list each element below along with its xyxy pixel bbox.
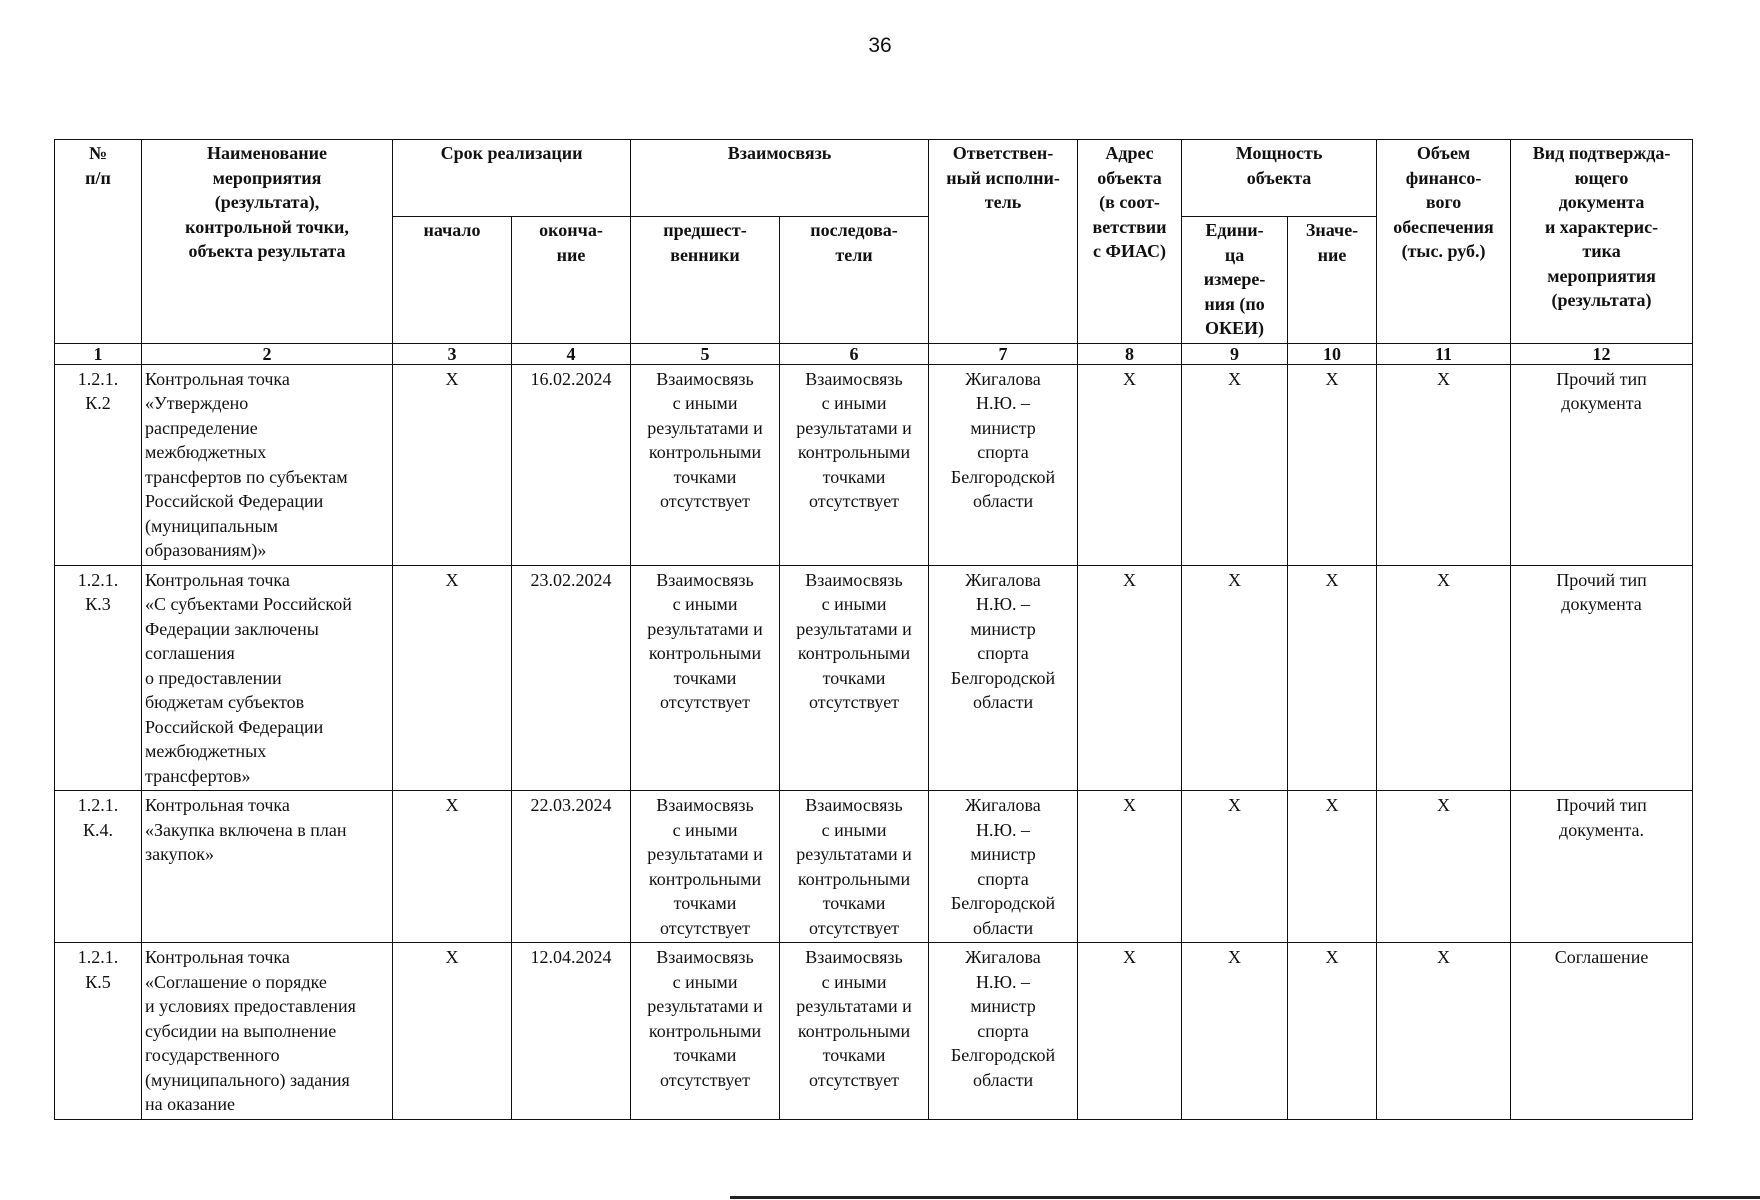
cell-line: документа	[1561, 393, 1642, 413]
cell-line: Взаимосвязь	[656, 569, 754, 590]
cell-line: Жигалова	[965, 569, 1041, 590]
row-end: 16.02.2024	[512, 364, 631, 565]
row-unit: X	[1182, 943, 1288, 1120]
cell-line: (результата),	[214, 192, 320, 212]
column-number: 4	[512, 343, 631, 364]
cell-line: Соглашение	[1554, 947, 1649, 967]
cell-line: Белгородской	[950, 667, 1056, 688]
cell-line: контрольными	[797, 643, 911, 663]
cell-line: документа	[1558, 192, 1645, 212]
cell-line: Едини-	[1205, 220, 1264, 240]
cell-line: «С субъектами Российской	[145, 594, 352, 614]
row-value: X	[1288, 364, 1377, 565]
cell-line: Прочий тип	[1556, 795, 1647, 815]
header-address	[1078, 140, 1182, 344]
cell-line: результатами и	[647, 417, 763, 438]
header-power	[1182, 140, 1377, 217]
cell-line: области	[972, 692, 1034, 712]
row-start: X	[393, 565, 512, 791]
cell-line: №	[88, 143, 108, 163]
cell-line: контрольными	[797, 442, 911, 462]
cell-line: обеспечения	[1393, 216, 1494, 237]
cell-line: контрольными	[648, 868, 762, 889]
cell-line: (тыс. руб.)	[1401, 241, 1486, 261]
row-finance: X	[1377, 364, 1511, 565]
header-link-prev	[631, 217, 780, 344]
row-number	[55, 791, 142, 943]
cell-line: области	[972, 917, 1034, 938]
cell-line: министр	[970, 844, 1036, 864]
row-value: X	[1288, 943, 1377, 1120]
cell-line: отсутствует	[659, 692, 751, 712]
cell-line: образованиям)»	[145, 540, 267, 560]
cell-line: результатами и	[647, 844, 763, 864]
cell-line: отсутствует	[659, 491, 751, 511]
cell-line: К.3	[85, 594, 111, 614]
row-predecessors	[631, 565, 780, 791]
cell-line: «Соглашение о порядке	[145, 971, 327, 992]
header-link-next	[780, 217, 929, 344]
cell-line: ния (по	[1204, 293, 1265, 314]
cell-line: Взаимосвязь	[805, 368, 903, 389]
row-value: X	[1288, 791, 1377, 943]
cell-line: венники	[670, 244, 740, 265]
cell-line: отсутствует	[809, 692, 900, 712]
cell-line: Взаимосвязь	[656, 947, 754, 967]
row-finance: X	[1377, 943, 1511, 1120]
cell-line: министр	[970, 417, 1036, 438]
row-successors	[780, 364, 929, 565]
cell-line: документа.	[1559, 819, 1645, 840]
row-predecessors	[631, 791, 780, 943]
row-start: X	[393, 943, 512, 1120]
cell-line: «Закупка включена в план	[145, 819, 347, 840]
row-name	[142, 943, 393, 1120]
cell-line: Н.Ю. –	[976, 594, 1031, 614]
cell-line: с ФИАС)	[1093, 241, 1167, 261]
row-unit: X	[1182, 791, 1288, 943]
cell-line: тика	[1582, 241, 1621, 261]
cell-line: тели	[835, 244, 873, 265]
table-row	[55, 943, 1693, 1120]
cell-line: отсутствует	[659, 1069, 751, 1090]
cell-line: субсидии на выполнение	[145, 1020, 337, 1041]
column-number: 12	[1511, 343, 1693, 364]
cell-line: Ответствен-	[952, 143, 1054, 163]
row-number	[55, 565, 142, 791]
header-link: Взаимосвязь	[631, 140, 929, 217]
table-header	[55, 140, 1693, 365]
cell-line: (муниципальным	[145, 515, 279, 536]
cell-line: (муниципального) задания	[145, 1069, 350, 1090]
cell-line: ный исполни-	[946, 167, 1060, 188]
column-number: 11	[1377, 343, 1511, 364]
row-address: X	[1078, 565, 1182, 791]
cell-line: мероприятия	[212, 167, 322, 188]
cell-line: точками	[822, 667, 886, 688]
cell-line: точками	[673, 893, 737, 913]
cell-line: контрольными	[648, 442, 762, 462]
column-number: 10	[1288, 343, 1377, 364]
cell-line: мероприятия	[1547, 265, 1656, 286]
header-responsible	[929, 140, 1078, 344]
cell-line: спорта	[977, 1020, 1029, 1041]
cell-line: точками	[822, 1045, 886, 1065]
cell-line: ца	[1224, 244, 1245, 265]
cell-line: контрольной точки,	[185, 216, 349, 237]
cell-line: с иными	[821, 971, 887, 992]
row-name	[142, 791, 393, 943]
column-number: 9	[1182, 343, 1288, 364]
cell-line: Жигалова	[965, 368, 1041, 389]
cell-line: отсутствует	[809, 917, 900, 938]
column-number: 5	[631, 343, 780, 364]
cell-line: «Утверждено	[145, 393, 249, 413]
cell-line: (результата)	[1551, 290, 1652, 310]
row-end: 23.02.2024	[512, 565, 631, 791]
cell-line: Контрольная точка	[145, 795, 290, 815]
cell-line: объекта	[1246, 167, 1312, 188]
row-name	[142, 565, 393, 791]
cell-line: Белгородской	[950, 893, 1056, 913]
cell-line: контрольными	[648, 1020, 762, 1041]
cell-line: предшест-	[663, 220, 747, 240]
cell-line: оконча-	[539, 220, 603, 240]
cell-line: с иными	[672, 393, 738, 413]
header-term-end	[512, 217, 631, 344]
cell-line: контрольными	[648, 643, 762, 663]
cell-line: точками	[673, 1045, 737, 1065]
cell-line: Значе-	[1305, 220, 1359, 240]
cell-line: Российской Федерации	[145, 716, 324, 737]
cell-line: бюджетам субъектов	[145, 692, 305, 712]
cell-line: Объем	[1416, 143, 1471, 163]
cell-line: объекта	[1097, 167, 1162, 188]
row-responsible	[929, 791, 1078, 943]
cell-line: Жигалова	[965, 947, 1041, 967]
cell-line: спорта	[977, 643, 1029, 663]
cell-line: п/п	[85, 167, 111, 188]
cell-line: Белгородской	[950, 1045, 1056, 1065]
cell-line: Наименование	[207, 143, 327, 163]
cell-line: К.4.	[82, 819, 113, 840]
cell-line: трансфертов по субъектам	[145, 466, 348, 487]
column-number: 1	[55, 343, 142, 364]
cell-line: точками	[822, 466, 886, 487]
cell-line: с иными	[672, 594, 738, 614]
row-predecessors	[631, 364, 780, 565]
column-number: 3	[393, 343, 512, 364]
cell-line: измере-	[1203, 269, 1266, 289]
cell-line: отсутствует	[809, 491, 900, 511]
row-name	[142, 364, 393, 565]
cell-line: ветствии	[1092, 216, 1167, 237]
row-predecessors	[631, 943, 780, 1120]
cell-line: Прочий тип	[1556, 569, 1647, 590]
cell-line: Прочий тип	[1556, 368, 1647, 389]
cell-line: результатами и	[796, 618, 912, 639]
cell-line: К.5	[85, 971, 111, 992]
cell-line: Взаимосвязь	[656, 795, 754, 815]
cell-line: и характерис-	[1544, 216, 1659, 237]
cell-line: Взаимосвязь	[805, 947, 903, 967]
cell-line: ние	[556, 244, 586, 265]
column-number: 8	[1078, 343, 1182, 364]
activities-table	[54, 139, 1693, 1120]
cell-line: последова-	[810, 220, 898, 240]
row-responsible	[929, 565, 1078, 791]
cell-line: с иными	[821, 393, 887, 413]
cell-line: Жигалова	[965, 795, 1041, 815]
cell-line: Контрольная точка	[145, 368, 290, 389]
row-number	[55, 364, 142, 565]
cell-line: трансфертов»	[145, 765, 251, 786]
cell-line: области	[972, 491, 1034, 511]
row-finance: X	[1377, 791, 1511, 943]
cell-line: Федерации заключены	[145, 618, 319, 639]
header-num	[55, 140, 142, 344]
cell-line: Контрольная точка	[145, 947, 290, 967]
cell-line: результатами и	[647, 618, 763, 639]
cell-line: отсутствует	[809, 1069, 900, 1090]
header-term: Срок реализации	[393, 140, 631, 217]
bottom-rule	[730, 1196, 1760, 1199]
cell-line: с иными	[672, 819, 738, 840]
table-row	[55, 565, 1693, 791]
cell-line: отсутствует	[659, 917, 751, 938]
cell-line: К.2	[85, 393, 111, 413]
cell-line: 1.2.1.	[77, 368, 119, 389]
table-body	[55, 364, 1693, 1119]
cell-line: Вид подтвержда-	[1532, 143, 1671, 163]
cell-line: 1.2.1.	[77, 795, 119, 815]
cell-line: межбюджетных	[145, 442, 267, 462]
header-finance	[1377, 140, 1511, 344]
cell-line: точками	[822, 893, 886, 913]
cell-line: области	[972, 1069, 1034, 1090]
row-document	[1511, 791, 1693, 943]
cell-line: 1.2.1.	[77, 569, 119, 590]
cell-line: контрольными	[797, 868, 911, 889]
cell-line: с иными	[821, 819, 887, 840]
cell-line: Н.Ю. –	[976, 819, 1031, 840]
cell-line: соглашения	[145, 643, 235, 663]
cell-line: Белгородской	[950, 466, 1056, 487]
row-start: X	[393, 364, 512, 565]
cell-line: Н.Ю. –	[976, 971, 1031, 992]
cell-line: Российской Федерации	[145, 491, 324, 511]
cell-line: государственного	[145, 1045, 280, 1065]
cell-line: Контрольная точка	[145, 569, 290, 590]
cell-line: результатами и	[796, 844, 912, 864]
cell-line: о предоставлении	[145, 667, 282, 688]
cell-line: 1.2.1.	[77, 947, 119, 967]
cell-line: ние	[1317, 244, 1347, 265]
cell-line: точками	[673, 466, 737, 487]
row-successors	[780, 791, 929, 943]
cell-line: точками	[673, 667, 737, 688]
column-numbers-row	[55, 343, 1693, 364]
row-start: X	[393, 791, 512, 943]
cell-line: контрольными	[797, 1020, 911, 1041]
row-successors	[780, 943, 929, 1120]
cell-line: Взаимосвязь	[805, 569, 903, 590]
cell-line: результатами и	[647, 996, 763, 1016]
row-address: X	[1078, 943, 1182, 1120]
row-unit: X	[1182, 364, 1288, 565]
header-name	[142, 140, 393, 344]
cell-line: вого	[1425, 192, 1462, 212]
row-end: 22.03.2024	[512, 791, 631, 943]
cell-line: документа	[1561, 594, 1642, 614]
cell-line: министр	[970, 996, 1036, 1016]
column-number: 7	[929, 343, 1078, 364]
column-number: 6	[780, 343, 929, 364]
table-row	[55, 791, 1693, 943]
cell-line: закупок»	[145, 844, 214, 864]
cell-line: межбюджетных	[145, 741, 267, 761]
row-number	[55, 943, 142, 1120]
row-finance: X	[1377, 565, 1511, 791]
cell-line: с иными	[672, 971, 738, 992]
row-document	[1511, 565, 1693, 791]
row-end: 12.04.2024	[512, 943, 631, 1120]
row-unit: X	[1182, 565, 1288, 791]
cell-line: распределение	[145, 417, 258, 438]
row-responsible	[929, 943, 1078, 1120]
row-address: X	[1078, 791, 1182, 943]
table-row	[55, 364, 1693, 565]
cell-line: спорта	[977, 868, 1029, 889]
cell-line: и условиях предоставления	[145, 996, 356, 1016]
cell-line: спорта	[977, 442, 1029, 462]
cell-line: ОКЕИ)	[1205, 318, 1265, 338]
cell-line: результатами и	[796, 996, 912, 1016]
cell-line: результатами и	[796, 417, 912, 438]
row-responsible	[929, 364, 1078, 565]
row-address: X	[1078, 364, 1182, 565]
cell-line: Адрес	[1105, 143, 1154, 163]
header-term-start: начало	[393, 217, 512, 344]
cell-line: министр	[970, 618, 1036, 639]
row-document	[1511, 943, 1693, 1120]
header-power-unit	[1182, 217, 1288, 344]
cell-line: Мощность	[1235, 143, 1323, 163]
header-document	[1511, 140, 1693, 344]
row-successors	[780, 565, 929, 791]
row-document	[1511, 364, 1693, 565]
cell-line: Взаимосвязь	[656, 368, 754, 389]
cell-line: ющего	[1574, 167, 1629, 188]
cell-line: (в соот-	[1099, 192, 1160, 212]
header-power-value	[1288, 217, 1377, 344]
page-number: 36	[868, 34, 892, 57]
cell-line: объекта результата	[188, 241, 346, 261]
column-number: 2	[142, 343, 393, 364]
cell-line: финансо-	[1405, 167, 1482, 188]
cell-line: Н.Ю. –	[976, 393, 1031, 413]
cell-line: с иными	[821, 594, 887, 614]
cell-line: на оказание	[145, 1094, 235, 1114]
cell-line: тель	[984, 192, 1022, 212]
cell-line: Взаимосвязь	[805, 795, 903, 815]
row-value: X	[1288, 565, 1377, 791]
